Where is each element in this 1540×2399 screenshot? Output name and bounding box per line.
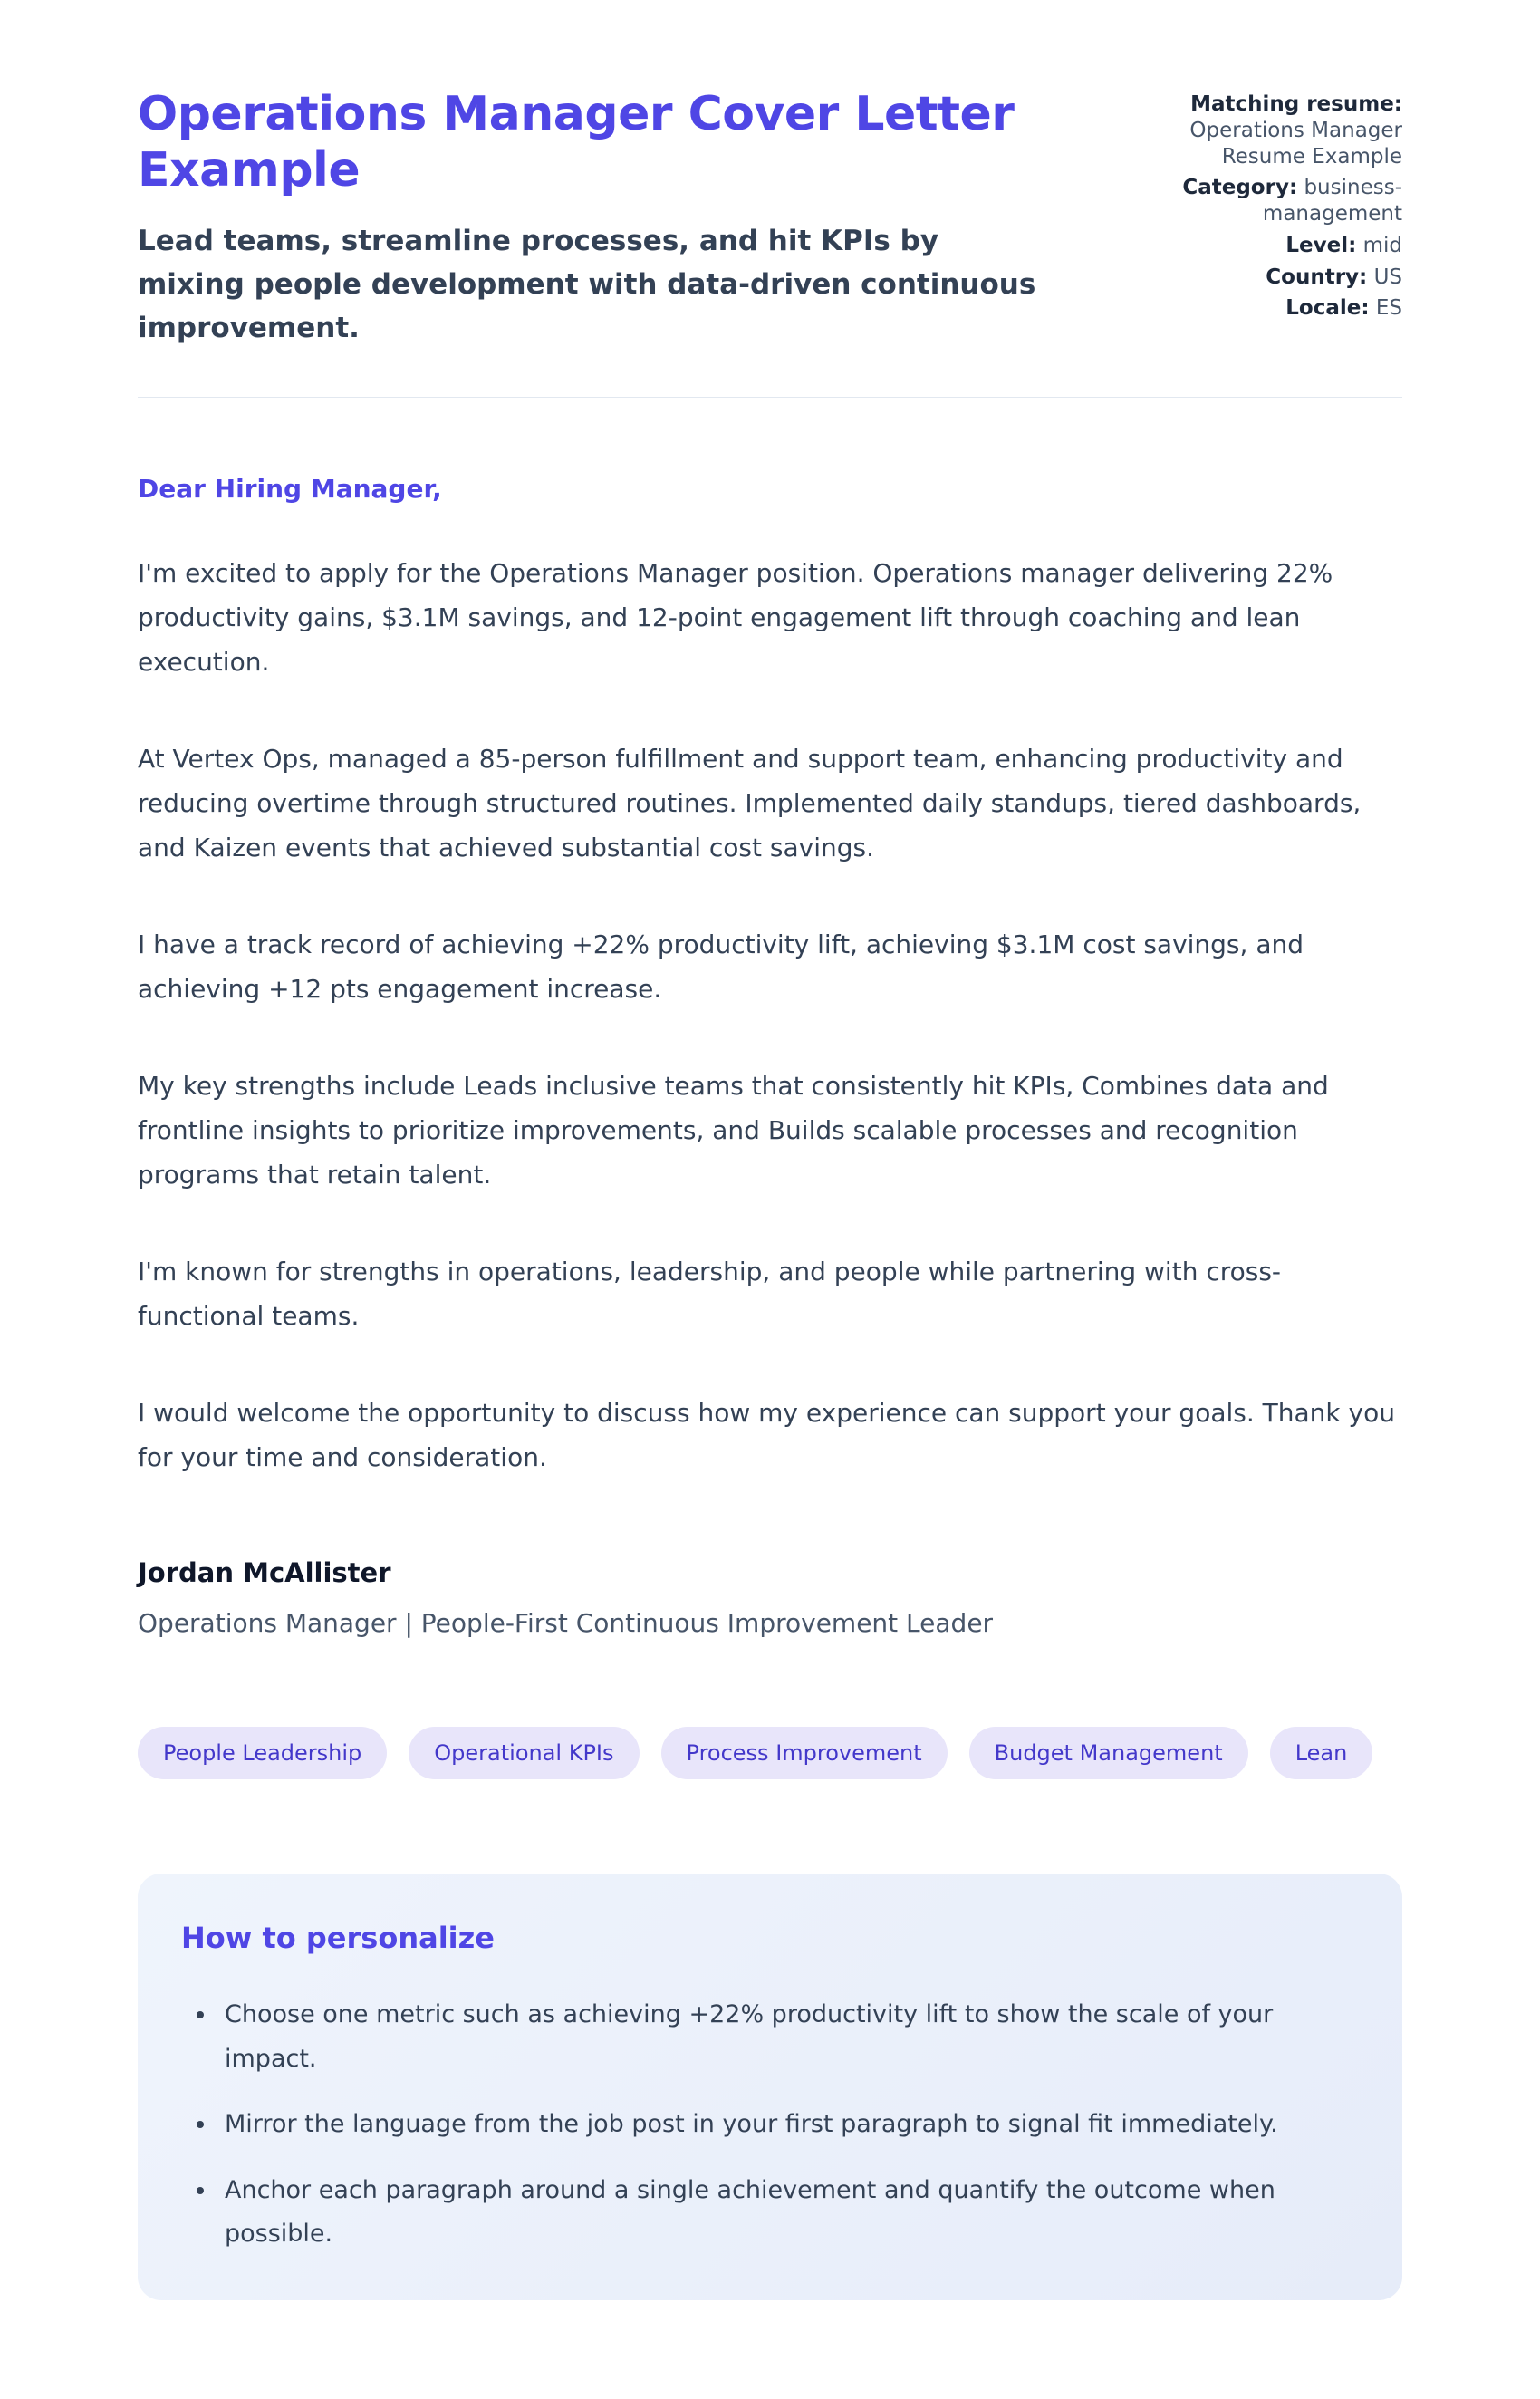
meta-category [1156, 175, 1402, 227]
meta-level [1156, 233, 1402, 259]
header-title-block [138, 86, 1071, 350]
personalize-card [138, 1874, 1402, 2300]
personalize-bullet: • Mirror the language from the job post in your first paragraph to signal fit immediately. [217, 2103, 1355, 2147]
salutation: Dear Hiring Manager, [138, 473, 442, 504]
tag-pill-budget-management[interactable]: Budget Management [969, 1727, 1248, 1779]
personalize-title: How to personalize [181, 1920, 495, 1955]
meta-value: US [1373, 265, 1402, 289]
signature-role: Operations Manager | People-First Continuous Improvement Leader [138, 1607, 994, 1638]
meta-label: Country: [1266, 265, 1368, 289]
letter-paragraph: I have a track record of achieving +22% productivity lift, achieving $3.1M cost savings, and achieving +12 pts engagement increase. [138, 929, 1304, 1004]
meta-value: business-management [1262, 176, 1402, 226]
header [138, 86, 1402, 350]
page-title: Operations Manager Cover Letter Example [138, 87, 1015, 198]
meta-value: ES [1375, 296, 1402, 321]
tag-pill-process-improvement[interactable]: Process Improvement [661, 1727, 948, 1779]
letter-paragraph: I'm excited to apply for the Operations Manager position. Operations manager delivering 22% productivity gains, $3.1M savings, and 12-point engagement lift through coaching and lean execution. [138, 557, 1333, 677]
letter-paragraph: At Vertex Ops, managed a 85-person fulfillment and support team, enhancing productivity and reducing overtime through structured routines. Implemented daily standups, tiered dashboards, and Kaizen events that achieved substantial cost savings. [138, 743, 1362, 862]
tag-pill-lean[interactable]: Lean [1270, 1727, 1373, 1779]
divider [138, 397, 1402, 398]
tag-pill-operational-kpis[interactable]: Operational KPIs [409, 1727, 639, 1779]
cover-letter-body [138, 474, 1402, 1638]
tag-pill-people-leadership[interactable]: People Leadership [138, 1727, 387, 1779]
meta-label: Level: [1285, 233, 1357, 257]
meta-matching-resume [1156, 92, 1402, 169]
meta-value: Operations Manager Resume Example [1189, 118, 1402, 169]
signature-name: Jordan McAllister [138, 1556, 391, 1588]
letter-paragraph: My key strengths include Leads inclusive teams that consistently hit KPIs, Combines data and frontline insights to prioritize improvements, and Builds scalable processes and recognition programs that retain talent. [138, 1070, 1329, 1190]
meta-panel [1156, 86, 1402, 327]
personalize-bullet: • Anchor each paragraph around a single achievement and quantify the outcome when possible. [217, 2169, 1355, 2257]
letter-paragraph: I'm known for strengths in operations, leadership, and people while partnering with cross-functional teams. [138, 1256, 1282, 1331]
meta-locale [1156, 295, 1402, 322]
meta-value: mid [1362, 233, 1402, 257]
personalize-bullet: • Choose one metric such as achieving +22% productivity lift to show the scale of your impact. [217, 1993, 1355, 2081]
tag-list [138, 1727, 1402, 1779]
page-subtitle: Lead teams, streamline processes, and hit KPIs by mixing people development with data-driven continuous improvement. [138, 224, 1036, 344]
meta-label: Category: [1182, 176, 1298, 200]
personalize-list [181, 1993, 1355, 2257]
meta-label: Locale: [1285, 296, 1370, 321]
letter-paragraph: I would welcome the opportunity to discuss how my experience can support your goals. Thank you for your time and consideration. [138, 1397, 1395, 1472]
meta-label: Matching resume: [1190, 92, 1402, 116]
page [138, 0, 1402, 2355]
meta-country [1156, 265, 1402, 291]
